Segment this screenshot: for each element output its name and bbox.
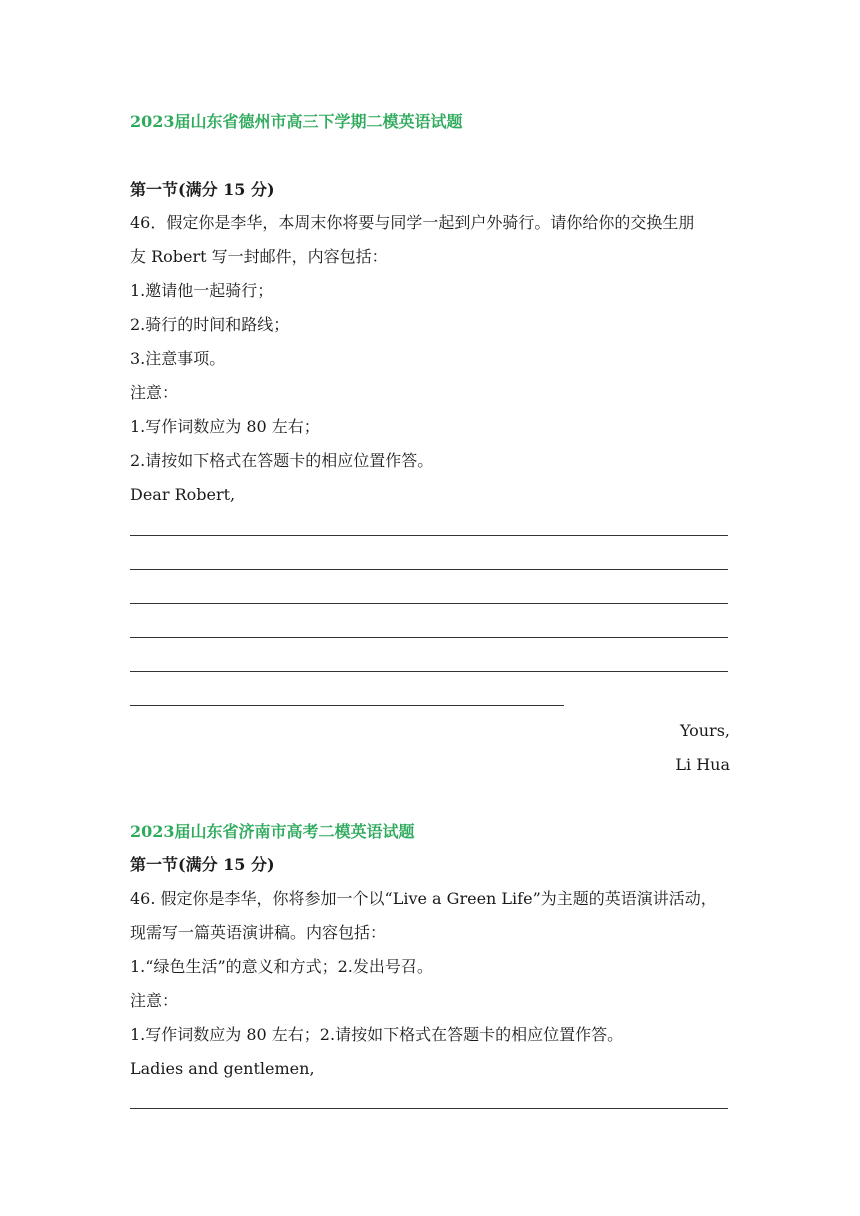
note-item: 1.写作词数应为 80 左右； xyxy=(130,417,320,436)
content-point: 2.骑行的时间和路线； xyxy=(130,315,290,334)
prompt-line: 友 Robert 写一封邮件，内容包括： xyxy=(130,247,388,266)
note-item: 2.请按如下格式在答题卡的相应位置作答。 xyxy=(130,451,434,470)
answer-line xyxy=(130,1108,728,1109)
section-heading: 第一节(满分 15 分) xyxy=(130,180,275,199)
content-point: 3.注意事项。 xyxy=(130,349,226,368)
answer-line xyxy=(130,535,728,536)
note-items: 1.写作词数应为 80 左右；2.请按如下格式在答题卡的相应位置作答。 xyxy=(130,1025,624,1044)
prompt-line: 现需写一篇英语演讲稿。内容包括： xyxy=(130,923,387,942)
prompt-line: 46．假定你是李华，本周末你将要与同学一起到户外骑行。请你给你的交换生朋 xyxy=(130,213,695,232)
content-point: 1.邀请他一起骑行； xyxy=(130,281,274,300)
salutation: Ladies and gentlemen, xyxy=(130,1059,315,1078)
exam-title-dezhou: 2023届山东省德州市高三下学期二模英语试题 xyxy=(130,112,463,131)
answer-line xyxy=(130,569,728,570)
exam-title-jinan: 2023届山东省济南市高考二模英语试题 xyxy=(130,822,415,841)
prompt-line: 46. 假定你是李华，你将参加一个以“Live a Green Life”为主题的英语演讲活动， xyxy=(130,889,717,908)
answer-line xyxy=(130,603,728,604)
closing: Yours, xyxy=(679,721,730,740)
signature: Li Hua xyxy=(675,755,730,774)
content-points: 1.“绿色生活”的意义和方式；2.发出号召。 xyxy=(130,957,433,976)
answer-line xyxy=(130,705,564,706)
answer-line xyxy=(130,637,728,638)
section-heading: 第一节(满分 15 分) xyxy=(130,855,275,874)
salutation: Dear Robert, xyxy=(130,485,236,504)
note-label: 注意： xyxy=(130,991,179,1010)
note-label: 注意： xyxy=(130,383,179,402)
answer-line xyxy=(130,671,728,672)
